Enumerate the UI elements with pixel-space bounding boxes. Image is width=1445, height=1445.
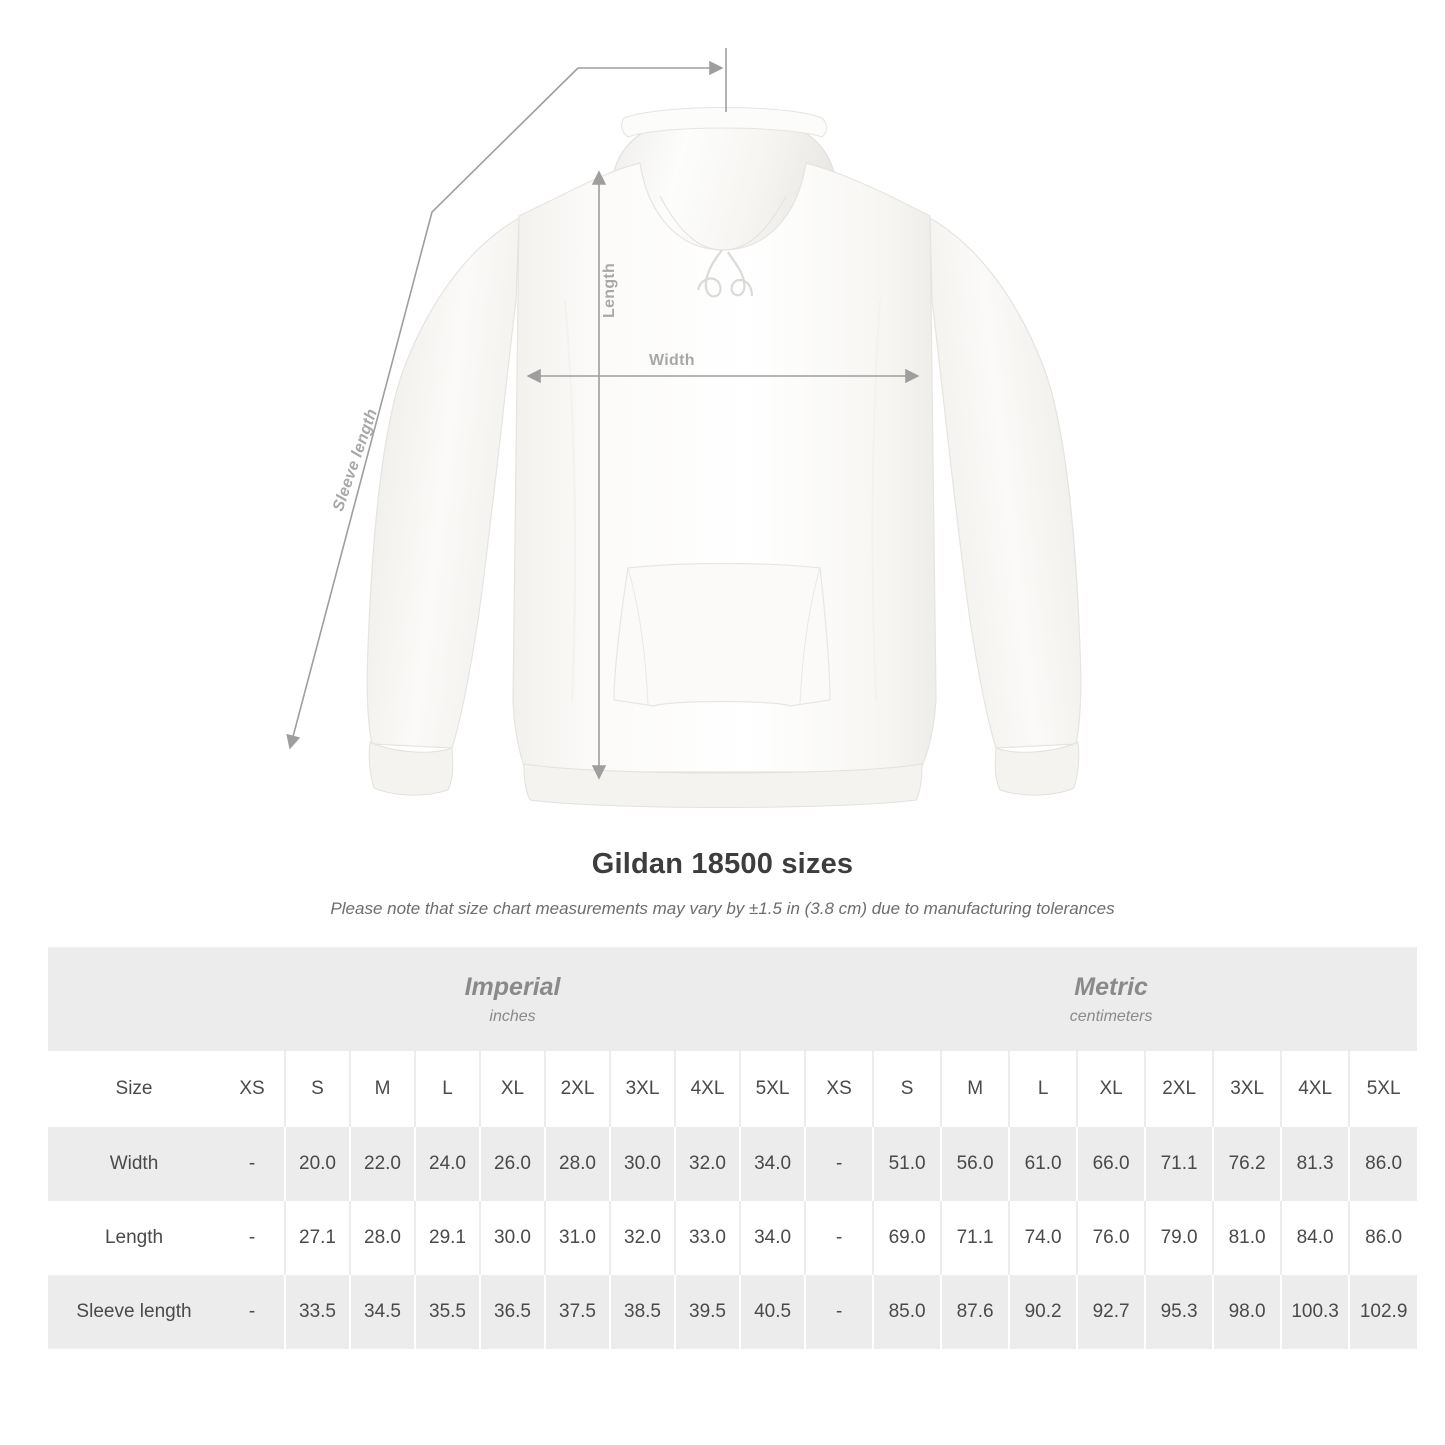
size-header-imperial-4xl: 4XL bbox=[675, 1051, 740, 1127]
width-imperial-2xl: 28.0 bbox=[545, 1127, 610, 1201]
size-header-imperial-s: S bbox=[285, 1051, 350, 1127]
tolerance-note: Please note that size chart measurements may vary by ±1.5 in (3.8 cm) due to manufacturing tolerances bbox=[330, 899, 1115, 918]
width-metric-xs: - bbox=[805, 1127, 873, 1201]
sleeve-imperial-xl: 36.5 bbox=[480, 1275, 545, 1349]
size-header-imperial-m: M bbox=[350, 1051, 415, 1127]
length-metric-s: 69.0 bbox=[873, 1201, 941, 1275]
sleeve-metric-3xl: 98.0 bbox=[1213, 1275, 1281, 1349]
size-header-metric-xs: XS bbox=[805, 1051, 873, 1127]
size-header-metric-5xl: 5XL bbox=[1349, 1051, 1417, 1127]
length-imperial-4xl: 33.0 bbox=[675, 1201, 740, 1275]
length-metric-3xl: 81.0 bbox=[1213, 1201, 1281, 1275]
sleeve-metric-4xl: 100.3 bbox=[1281, 1275, 1349, 1349]
row-label-width: Width bbox=[48, 1127, 220, 1201]
length-metric-xl: 76.0 bbox=[1077, 1201, 1145, 1275]
width-imperial-s: 20.0 bbox=[285, 1127, 350, 1201]
size-header-metric-3xl: 3XL bbox=[1213, 1051, 1281, 1127]
size-table bbox=[48, 947, 1417, 1349]
metric-unit-header bbox=[805, 947, 1417, 1051]
sleeve-imperial-5xl: 40.5 bbox=[740, 1275, 805, 1349]
sleeve-imperial-l: 35.5 bbox=[415, 1275, 480, 1349]
length-dimension-label: Length bbox=[601, 262, 618, 318]
length-imperial-3xl: 32.0 bbox=[610, 1201, 675, 1275]
table-row-width bbox=[48, 1127, 1417, 1201]
width-metric-m: 56.0 bbox=[941, 1127, 1009, 1201]
size-header-imperial-5xl: 5XL bbox=[740, 1051, 805, 1127]
size-header-metric-l: L bbox=[1009, 1051, 1077, 1127]
length-metric-2xl: 79.0 bbox=[1145, 1201, 1213, 1275]
length-imperial-xs: - bbox=[220, 1201, 285, 1275]
title-block bbox=[0, 848, 1445, 919]
size-header-row bbox=[48, 1051, 1417, 1127]
size-header-imperial-xl: XL bbox=[480, 1051, 545, 1127]
imperial-unit-sub: inches bbox=[489, 1007, 536, 1025]
size-header-metric-4xl: 4XL bbox=[1281, 1051, 1349, 1127]
sleeve-metric-2xl: 95.3 bbox=[1145, 1275, 1213, 1349]
width-metric-2xl: 71.1 bbox=[1145, 1127, 1213, 1201]
sleeve-metric-xl: 92.7 bbox=[1077, 1275, 1145, 1349]
length-imperial-xl: 30.0 bbox=[480, 1201, 545, 1275]
sleeve-imperial-2xl: 37.5 bbox=[545, 1275, 610, 1349]
width-imperial-xs: - bbox=[220, 1127, 285, 1201]
sleeve-imperial-m: 34.5 bbox=[350, 1275, 415, 1349]
width-metric-4xl: 81.3 bbox=[1281, 1127, 1349, 1201]
unit-header-row bbox=[48, 947, 1417, 1051]
size-header-metric-m: M bbox=[941, 1051, 1009, 1127]
length-metric-4xl: 84.0 bbox=[1281, 1201, 1349, 1275]
length-imperial-2xl: 31.0 bbox=[545, 1201, 610, 1275]
length-metric-xs: - bbox=[805, 1201, 873, 1275]
length-metric-5xl: 86.0 bbox=[1349, 1201, 1417, 1275]
width-dimension-label: Width bbox=[649, 352, 695, 369]
width-metric-xl: 66.0 bbox=[1077, 1127, 1145, 1201]
sleeve-imperial-s: 33.5 bbox=[285, 1275, 350, 1349]
width-imperial-l: 24.0 bbox=[415, 1127, 480, 1201]
width-imperial-5xl: 34.0 bbox=[740, 1127, 805, 1201]
imperial-unit-name: Imperial bbox=[464, 973, 561, 1002]
length-imperial-s: 27.1 bbox=[285, 1201, 350, 1275]
row-label-length: Length bbox=[48, 1201, 220, 1275]
size-header-label: Size bbox=[48, 1051, 220, 1127]
width-metric-s: 51.0 bbox=[873, 1127, 941, 1201]
sleeve-imperial-xs: - bbox=[220, 1275, 285, 1349]
hoodie-drawing bbox=[367, 108, 1081, 808]
width-imperial-xl: 26.0 bbox=[480, 1127, 545, 1201]
width-imperial-4xl: 32.0 bbox=[675, 1127, 740, 1201]
metric-unit-name: Metric bbox=[1074, 973, 1148, 1002]
size-table-wrapper bbox=[48, 947, 1408, 1349]
size-header-imperial-xs: XS bbox=[220, 1051, 285, 1127]
sleeve-imperial-4xl: 39.5 bbox=[675, 1275, 740, 1349]
length-imperial-l: 29.1 bbox=[415, 1201, 480, 1275]
size-header-imperial-l: L bbox=[415, 1051, 480, 1127]
sleeve-metric-l: 90.2 bbox=[1009, 1275, 1077, 1349]
sleeve-metric-s: 85.0 bbox=[873, 1275, 941, 1349]
table-row-length bbox=[48, 1201, 1417, 1275]
size-header-imperial-2xl: 2XL bbox=[545, 1051, 610, 1127]
row-label-sleeve-length: Sleeve length bbox=[48, 1275, 220, 1349]
imperial-unit-header bbox=[220, 947, 805, 1051]
length-imperial-m: 28.0 bbox=[350, 1201, 415, 1275]
sleeve-metric-m: 87.6 bbox=[941, 1275, 1009, 1349]
metric-unit-sub: centimeters bbox=[1069, 1007, 1153, 1025]
sleeve-metric-xs: - bbox=[805, 1275, 873, 1349]
width-imperial-m: 22.0 bbox=[350, 1127, 415, 1201]
length-metric-l: 74.0 bbox=[1009, 1201, 1077, 1275]
size-header-metric-s: S bbox=[873, 1051, 941, 1127]
sleeve-length-dimension-label: Sleeve length bbox=[330, 406, 381, 514]
sleeve-imperial-3xl: 38.5 bbox=[610, 1275, 675, 1349]
width-metric-5xl: 86.0 bbox=[1349, 1127, 1417, 1201]
size-header-metric-xl: XL bbox=[1077, 1051, 1145, 1127]
width-imperial-3xl: 30.0 bbox=[610, 1127, 675, 1201]
size-header-imperial-3xl: 3XL bbox=[610, 1051, 675, 1127]
size-header-metric-2xl: 2XL bbox=[1145, 1051, 1213, 1127]
length-imperial-5xl: 34.0 bbox=[740, 1201, 805, 1275]
table-row-sleeve-length bbox=[48, 1275, 1417, 1349]
page-title: Gildan 18500 sizes bbox=[591, 848, 854, 880]
width-metric-3xl: 76.2 bbox=[1213, 1127, 1281, 1201]
unit-header-spacer bbox=[48, 947, 220, 1051]
width-metric-l: 61.0 bbox=[1009, 1127, 1077, 1201]
sleeve-metric-5xl: 102.9 bbox=[1349, 1275, 1417, 1349]
length-metric-m: 71.1 bbox=[941, 1201, 1009, 1275]
